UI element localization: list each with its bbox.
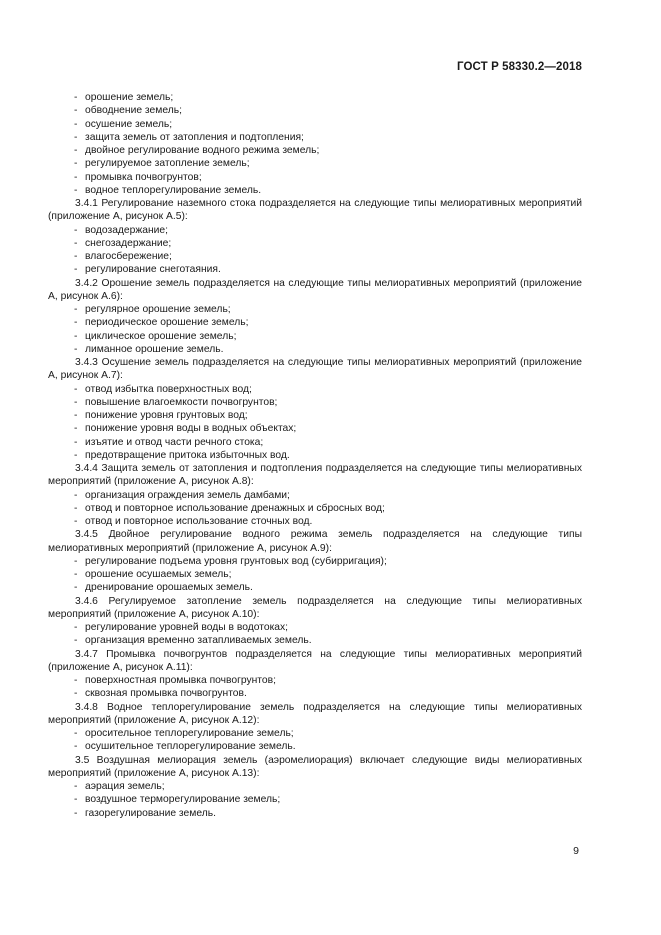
list-item-text: двойное регулирование водного режима земель;	[85, 145, 320, 156]
list-item	[48, 184, 582, 197]
list-item-text: обводнение земель;	[85, 105, 182, 117]
list-item	[48, 422, 582, 435]
list-bullet: -	[74, 410, 78, 421]
list-item-text: осушение земель;	[85, 118, 173, 130]
list-item	[48, 674, 582, 687]
list-bullet: -	[74, 569, 78, 580]
list-item	[48, 237, 582, 250]
list-bullet: -	[74, 794, 78, 806]
list-bullet: -	[74, 131, 78, 143]
list-item	[48, 687, 582, 700]
list-bullet: -	[74, 224, 78, 236]
list-bullet: -	[74, 622, 78, 633]
list-item-text: орошение осушаемых земель;	[85, 569, 232, 580]
list-item-text: аэрация земель;	[85, 781, 165, 792]
list-bullet: -	[74, 383, 78, 395]
list-item	[48, 409, 582, 422]
list-item	[48, 489, 582, 502]
list-item	[48, 316, 582, 329]
list-item	[48, 157, 582, 170]
list-item	[48, 224, 582, 237]
list-bullet: -	[74, 449, 78, 461]
list-bullet: -	[74, 343, 78, 355]
list-item	[48, 250, 582, 263]
list-bullet: -	[74, 264, 78, 276]
list-item	[48, 263, 582, 276]
list-bullet: -	[74, 675, 78, 686]
list-item-text: дренирование орошаемых земель.	[85, 582, 253, 594]
list-item	[48, 502, 582, 515]
list-item	[48, 144, 582, 157]
page-body	[48, 91, 582, 820]
list-item-text: регулируемое затопление земель;	[85, 158, 250, 170]
list-item	[48, 740, 582, 753]
list-item-text: периодическое орошение земель;	[85, 317, 249, 329]
list-item-text: регулирование снеготаяния.	[85, 264, 221, 276]
list-item-text: понижение уровня воды в водных объектах;	[85, 423, 297, 435]
list-bullet: -	[74, 728, 78, 739]
list-bullet: -	[74, 171, 78, 183]
list-bullet: -	[74, 423, 78, 435]
list-item	[48, 780, 582, 793]
list-bullet: -	[74, 158, 78, 170]
list-item	[48, 568, 582, 581]
list-item	[48, 396, 582, 409]
paragraph: 3.4.1 Регулирование наземного стока подразделяется на следующие типы мелиоративных мероприятий (приложение А, рисунок А.5):	[48, 198, 582, 223]
list-item-text: предотвращение притока избыточных вод.	[85, 449, 290, 461]
list-item-text: водное теплорегулирование земель.	[85, 184, 262, 196]
list-bullet: -	[74, 741, 78, 753]
list-item-text: организация временно затапливаемых земель.	[85, 635, 312, 647]
list-item	[48, 131, 582, 144]
list-item-text: понижение уровня грунтовых вод;	[85, 410, 248, 421]
paragraph: 3.4.5 Двойное регулирование водного режима земель подразделяется на следующие типы мелиоративных мероприятий (приложение А, рисунок А.9):	[48, 529, 582, 554]
list-bullet: -	[74, 118, 78, 130]
paragraph: 3.4.2 Орошение земель подразделяется на следующие типы мелиоративных мероприятий (приложение А, рисунок А.6):	[48, 277, 582, 302]
list-item-text: осушительное теплорегулирование земель.	[85, 741, 296, 753]
list-bullet: -	[74, 396, 78, 408]
list-item	[48, 621, 582, 634]
list-bullet: -	[74, 582, 78, 594]
list-item	[48, 436, 582, 449]
list-item	[48, 555, 582, 568]
list-item-text: лиманное орошение земель.	[85, 343, 224, 355]
list-item	[48, 581, 582, 594]
list-item	[48, 727, 582, 740]
list-bullet: -	[74, 502, 78, 514]
list-item	[48, 118, 582, 131]
list-item	[48, 515, 582, 528]
list-item-text: оросительное теплорегулирование земель;	[85, 728, 294, 739]
list-item-text: сквозная промывка почвогрунтов.	[85, 688, 247, 700]
list-bullet: -	[74, 807, 78, 819]
list-bullet: -	[74, 555, 78, 567]
list-item-text: влагосбережение;	[85, 251, 172, 262]
list-item	[48, 91, 582, 104]
list-item	[48, 104, 582, 117]
list-bullet: -	[74, 635, 78, 647]
list-item	[48, 343, 582, 356]
list-bullet: -	[74, 184, 78, 196]
list-item	[48, 383, 582, 396]
paragraph: 3.5 Воздушная мелиорация земель (аэромелиорация) включает следующие виды мелиоративных мероприятий (приложение А, рисунок А.13):	[48, 754, 582, 779]
list-item-text: снегозадержание;	[85, 237, 172, 249]
list-item-text: отвод и повторное использование дренажных и сбросных вод;	[85, 502, 385, 514]
list-item	[48, 303, 582, 316]
list-item-text: промывка почвогрунтов;	[85, 171, 202, 183]
list-bullet: -	[74, 317, 78, 329]
list-item-text: водозадержание;	[85, 224, 169, 236]
list-item-text: повышение влагоемкости почвогрунтов;	[85, 396, 278, 408]
list-bullet: -	[74, 436, 78, 448]
list-item	[48, 634, 582, 647]
document-code-header: ГОСТ Р 58330.2—2018	[457, 61, 582, 73]
page-number: 9	[573, 845, 579, 857]
paragraph: 3.4.8 Водное теплорегулирование земель подразделяется на следующие типы мелиоративных мероприятий (приложение А, рисунок А.12):	[48, 701, 582, 726]
paragraph: 3.4.7 Промывка почвогрунтов подразделяется на следующие типы мелиоративных мероприятий (приложение А, рисунок А.11):	[48, 648, 582, 673]
list-bullet: -	[74, 489, 78, 501]
list-item-text: защита земель от затопления и подтопления;	[85, 131, 304, 143]
list-bullet: -	[74, 516, 78, 527]
list-bullet: -	[74, 237, 78, 249]
list-item-text: циклическое орошение земель;	[85, 330, 237, 342]
paragraph: 3.4.6 Регулируемое затопление земель подразделяется на следующие типы мелиоративных мероприятий (приложение А, рисунок А.10):	[48, 595, 582, 620]
list-item-text: организация ограждения земель дамбами;	[85, 489, 290, 501]
paragraph: 3.4.4 Защита земель от затопления и подтопления подразделяется на следующие типы мелиоративных мероприятий (приложение А, рисунок А.8):	[48, 463, 582, 488]
list-item-text: орошение земель;	[85, 92, 174, 103]
list-item-text: регулирование уровней воды в водотоках;	[85, 622, 289, 633]
list-item-text: регулярное орошение земель;	[85, 304, 231, 315]
list-bullet: -	[74, 105, 78, 117]
list-item-text: поверхностная промывка почвогрунтов;	[85, 675, 276, 686]
list-bullet: -	[74, 145, 78, 156]
list-item	[48, 807, 582, 820]
list-item-text: отвод и повторное использование сточных вод.	[85, 516, 313, 527]
list-bullet: -	[74, 251, 78, 262]
list-item	[48, 449, 582, 462]
paragraph: 3.4.3 Осушение земель подразделяется на следующие типы мелиоративных мероприятий (приложение А, рисунок А.7):	[48, 357, 582, 382]
list-bullet: -	[74, 92, 78, 103]
list-bullet: -	[74, 330, 78, 342]
list-item-text: отвод избытка поверхностных вод;	[85, 383, 252, 395]
list-item	[48, 330, 582, 343]
list-bullet: -	[74, 304, 78, 315]
list-item-text: изъятие и отвод части речного стока;	[85, 436, 264, 448]
list-bullet: -	[74, 781, 78, 792]
list-item	[48, 793, 582, 806]
list-bullet: -	[74, 688, 78, 700]
list-item	[48, 171, 582, 184]
list-item-text: воздушное терморегулирование земель;	[85, 794, 281, 806]
list-item-text: газорегулирование земель.	[85, 807, 216, 819]
list-item-text: регулирование подъема уровня грунтовых вод (субирригация);	[85, 555, 387, 567]
